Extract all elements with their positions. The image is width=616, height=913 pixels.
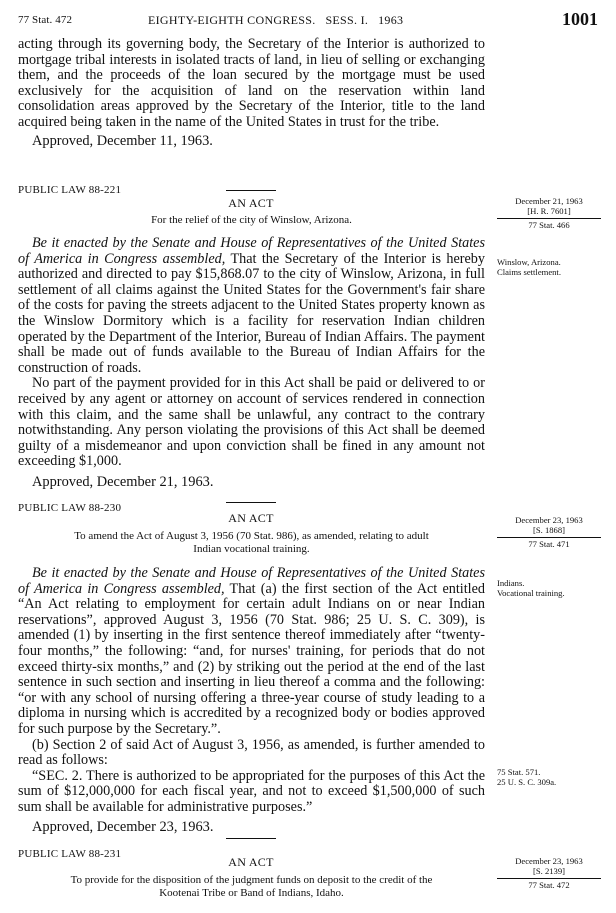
law-230-purpose-line-2: Indian vocational training.: [193, 542, 310, 555]
law-231-an-act: AN ACT: [228, 855, 274, 869]
law-231-margin-date: December 23, 1963: [515, 856, 583, 866]
law-231-margin-bill: [S. 2139]: [533, 865, 565, 876]
law-230-paragraph-a: That (a) the first section of the Act entitled “An Act relating to employment for certain adult Indians on or near Indian reservations”, approved August 3, 1956 (70 Stat. 986; 25 U. S. C. 309), is amended (1) by inserting in the first sentence thereof immediately after “twenty-four months,” the following: “and, for nurses' training, for periods that do not exceed thirty-six months,” and (2) by striking out the period at the end of the last sentence in such section and inserting in lieu thereof a comma and the following: “or with any school of nursing offering a three-year course of study leading to a diploma in nursing which is accredited by a recognized body or bodies approved for such purpose by the Secretary.”.: [18, 580, 486, 737]
law-231-margin-stat: 77 Stat. 472: [528, 880, 570, 891]
law-230-paragraph-b: (b) Section 2 of said Act of August 3, 1956, as amended, is further amended to read as follows:: [18, 736, 485, 769]
law-221-paragraph-1: That the Secretary of the Interior is hereby authorized and directed to pay $15,868.07 to the city of Winslow, Arizona, in full settlement of all claims against the United States for the Government's fair share of the costs for paving the streets adjacent to the United States property known as the Winslow Dormitory which is a facility for reservation Indian children operated by the Department of the Interior, Bureau of Indian Affairs. The payment shall be made out of funds available to the Bureau of Indian Affairs for the construction of roads.: [18, 250, 485, 376]
law-230-margin-rule: [497, 537, 601, 538]
opening-section: [18, 37, 485, 149]
law-221-margin-citation: [497, 197, 601, 231]
law-230-label: PUBLIC LAW 88-230: [18, 502, 122, 514]
law-221-label: PUBLIC LAW 88-221: [18, 184, 122, 196]
header-stat-ref: 77 Stat. 472: [18, 14, 73, 26]
law-230-margin-notes: [497, 579, 601, 598]
law-221-margin-note-1: Winslow, Arizona.: [497, 257, 561, 267]
law-221-margin-note-2: Claims settlement.: [497, 266, 561, 277]
law-231-purpose: [18, 874, 485, 899]
law-230-margin-ref-1: 75 Stat. 571.: [497, 767, 541, 777]
law-230-rule: [226, 502, 276, 503]
law-230-body: [18, 566, 485, 835]
law-231-margin-citation: [497, 857, 601, 891]
law-221-approved: Approved, December 21, 1963.: [32, 473, 214, 490]
law-231-purpose-line-1: To provide for the disposition of the judgment funds on deposit to the credit of the: [70, 874, 433, 886]
law-221-section-1: [18, 236, 485, 376]
law-221-body: [18, 236, 485, 490]
opening-approved: Approved, December 11, 1963.: [32, 132, 213, 149]
law-230-margin-note-2: Vocational training.: [497, 587, 565, 598]
law-221-margin-bill: [H. R. 7601]: [527, 205, 571, 216]
law-230-section-a: [18, 566, 485, 738]
law-230-margin-date: December 23, 1963: [515, 515, 583, 525]
law-230-margin-references: [497, 768, 601, 787]
law-221-margin-notes: [497, 258, 601, 277]
law-221-rule: [226, 190, 276, 191]
law-230-section-2-text: “SEC. 2. There is authorized to be appropriated for the purposes of this Act the sum of $12,000,000 for each fiscal year, and not to exceed $1,500,000 of such sum shall be available for administrative purposes.”: [18, 767, 485, 815]
header-congress-session: EIGHTY-EIGHTH CONGRESS. SESS. I. 1963: [148, 13, 404, 27]
law-230-enacting-clause: Be it enacted by the Senate and House of Representatives of the United States of America in Congress assembled,: [18, 565, 485, 597]
law-221-an-act: AN ACT: [228, 196, 274, 210]
law-221-margin-date: December 21, 1963: [515, 196, 583, 206]
law-221-margin-rule: [497, 218, 601, 219]
law-230-margin-bill: [S. 1868]: [533, 524, 565, 535]
law-231-purpose-line-2: Kootenai Tribe or Band of Indians, Idaho.: [159, 886, 344, 899]
law-221-purpose: For the relief of the city of Winslow, Arizona.: [151, 214, 352, 226]
law-230-purpose-line-1: To amend the Act of August 3, 1956 (70 Stat. 986), as amended, relating to adult: [74, 530, 429, 542]
law-230-margin-note-1: Indians.: [497, 578, 525, 588]
law-230-an-act: AN ACT: [228, 511, 274, 525]
law-231-margin-rule: [497, 878, 601, 879]
law-230-approved: Approved, December 23, 1963.: [32, 818, 214, 835]
law-221-margin-stat: 77 Stat. 466: [528, 220, 570, 231]
law-230-purpose: [18, 530, 485, 555]
law-230-margin-citation: [497, 516, 601, 550]
law-221-paragraph-2: No part of the payment provided for in this Act shall be paid or delivered to or received by any agent or attorney on account of services rendered in connection with this claim, and the same shall be unlawful, any contract to the contrary notwithstanding. Any person violating the provisions of this Act shall be deemed guilty of a misdemeanor and upon conviction shall be fined in any amount not exceeding $1,000.: [18, 375, 485, 470]
law-221-enacting-clause: Be it enacted by the Senate and House of Representatives of the United States of America in Congress assembled,: [18, 235, 485, 267]
law-231-rule: [226, 838, 276, 839]
law-231-label: PUBLIC LAW 88-231: [18, 848, 122, 860]
page-number: 1001: [562, 9, 598, 29]
law-230-margin-stat: 77 Stat. 471: [528, 539, 570, 550]
page-header: [18, 10, 598, 32]
law-230-margin-ref-2: 25 U. S. C. 309a.: [497, 776, 557, 787]
opening-paragraph: acting through its governing body, the Secretary of the Interior is authorized to mortgage tribal interests in isolated tracts of land, in lieu of selling or exchanging them, and the proceeds of the loan secured by the mortgage must be used exclusively for the acquisition of land on the reservation within land consolidation areas approved by the Secretary of the Interior, title to the land acquired being taken in the name of the United States in trust for the tribe.: [18, 36, 485, 130]
